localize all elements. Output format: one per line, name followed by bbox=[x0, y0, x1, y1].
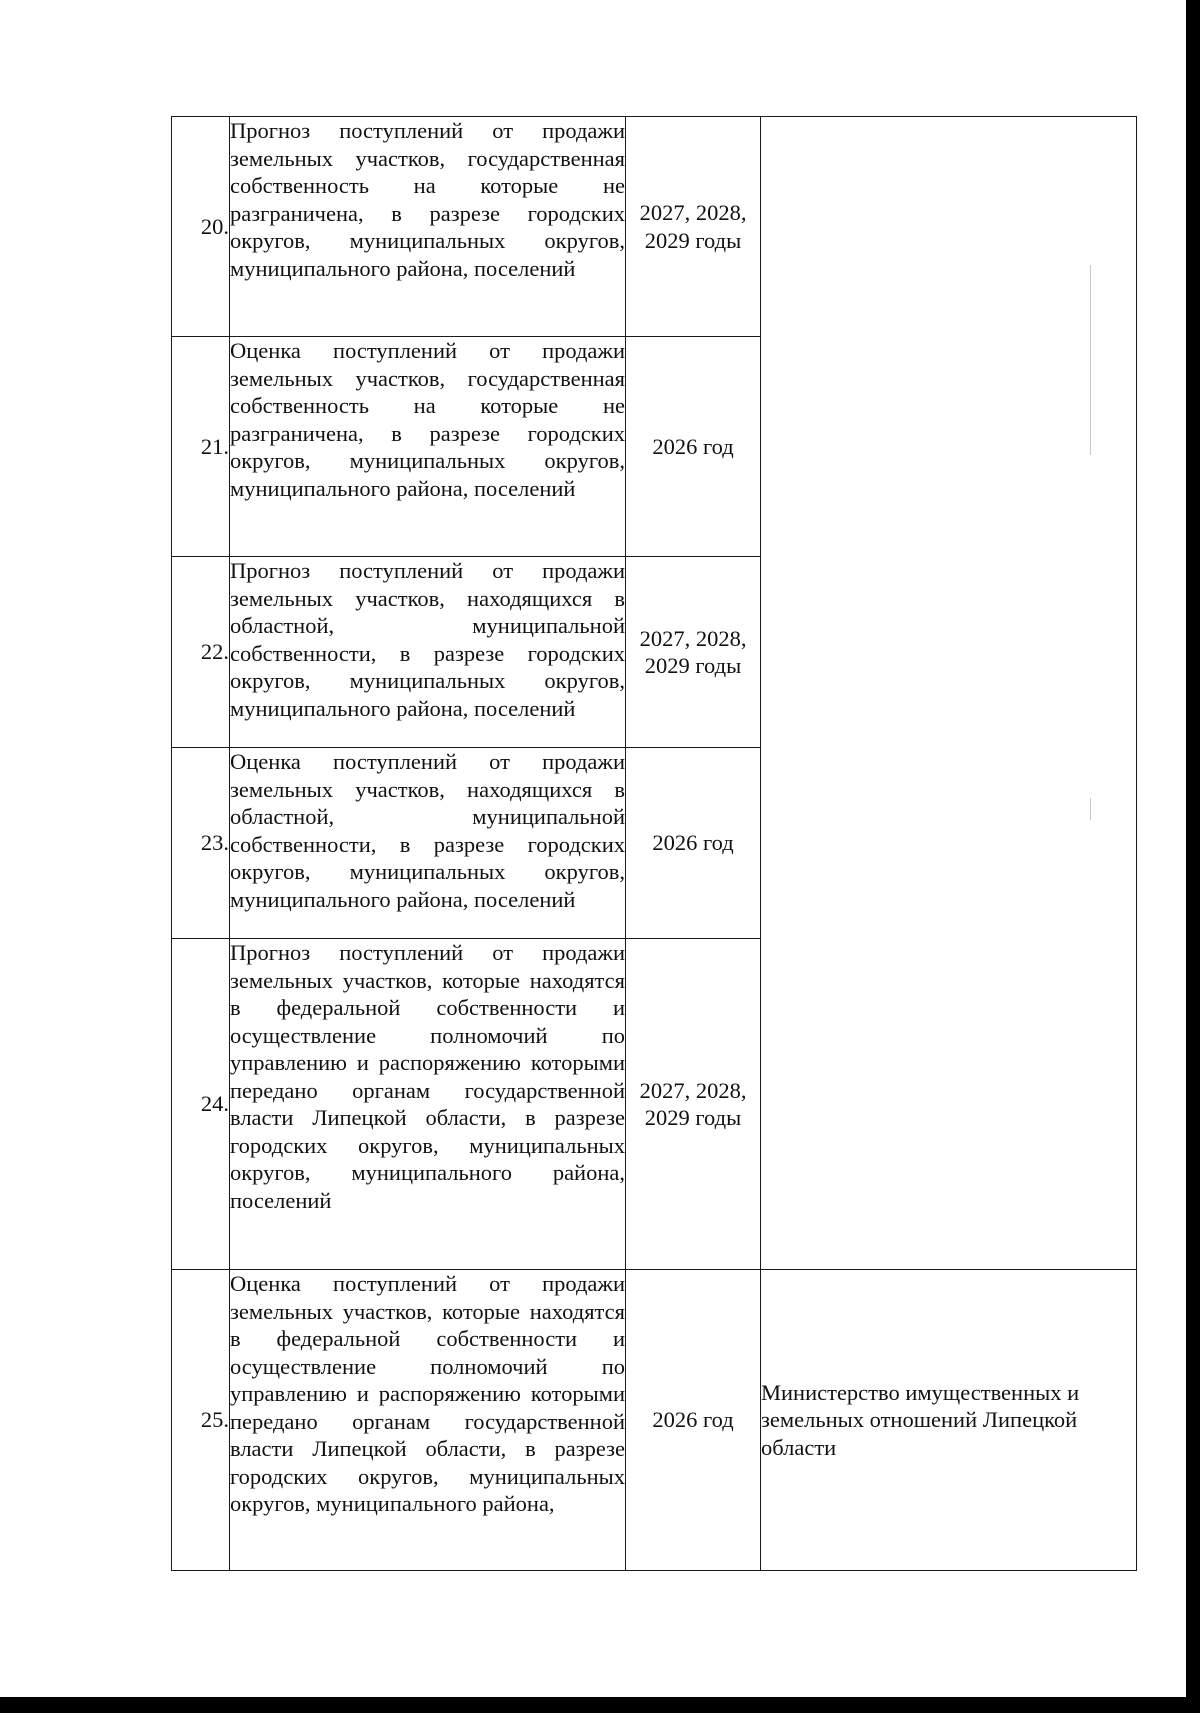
row-period: 2027, 2028, 2029 годы bbox=[626, 557, 761, 748]
scan-artifact-line bbox=[1090, 798, 1091, 820]
row-period: 2026 год bbox=[626, 748, 761, 939]
responsible-organization: Министерство имущественных и земельных отношений Липецкой области bbox=[761, 1270, 1137, 1571]
row-period: 2026 год bbox=[626, 337, 761, 557]
row-number: 20. bbox=[172, 117, 230, 337]
row-number: 22. bbox=[172, 557, 230, 748]
row-description: Прогноз поступлений от продажи земельных участков, государственная собственность на которые не разграничена, в разрезе городских округов, муниципальных округов, муниципального района, поселений bbox=[230, 117, 626, 337]
row-description: Оценка поступлений от продажи земельных участков, государственная собственность на которые не разграничена, в разрезе городских округов, муниципальных округов, муниципального района, поселений bbox=[230, 337, 626, 557]
forecast-table bbox=[171, 116, 1137, 1571]
row-description: Прогноз поступлений от продажи земельных участков, находящихся в областной, муниципальной собственности, в разрезе городских округов, муниципальных округов, муниципального района, поселений bbox=[230, 557, 626, 748]
responsible-cell-empty bbox=[761, 117, 1137, 1270]
row-number: 23. bbox=[172, 748, 230, 939]
row-number: 24. bbox=[172, 939, 230, 1270]
row-number: 21. bbox=[172, 337, 230, 557]
row-description: Оценка поступлений от продажи земельных участков, которые находятся в федеральной собственности и осуществление полномочий по управлению и распоряжению которыми передано органам государственной власти Липецкой области, в разрезе городских округов, муниципальных округов, муниципального района, bbox=[230, 1270, 626, 1571]
row-description: Прогноз поступлений от продажи земельных участков, которые находятся в федеральной собственности и осуществление полномочий по управлению и распоряжению которыми передано органам государственной власти Липецкой области, в разрезе городских округов, муниципальных округов, муниципального района, поселений bbox=[230, 939, 626, 1270]
table-row bbox=[172, 117, 1137, 337]
scan-artifact-line bbox=[1090, 265, 1091, 455]
table-row bbox=[172, 1270, 1137, 1571]
row-period: 2027, 2028, 2029 годы bbox=[626, 117, 761, 337]
row-period: 2027, 2028, 2029 годы bbox=[626, 939, 761, 1270]
row-period: 2026 год bbox=[626, 1270, 761, 1571]
row-number: 25. bbox=[172, 1270, 230, 1571]
row-description: Оценка поступлений от продажи земельных участков, находящихся в областной, муниципальной собственности, в разрезе городских округов, муниципальных округов, муниципального района, поселений bbox=[230, 748, 626, 939]
